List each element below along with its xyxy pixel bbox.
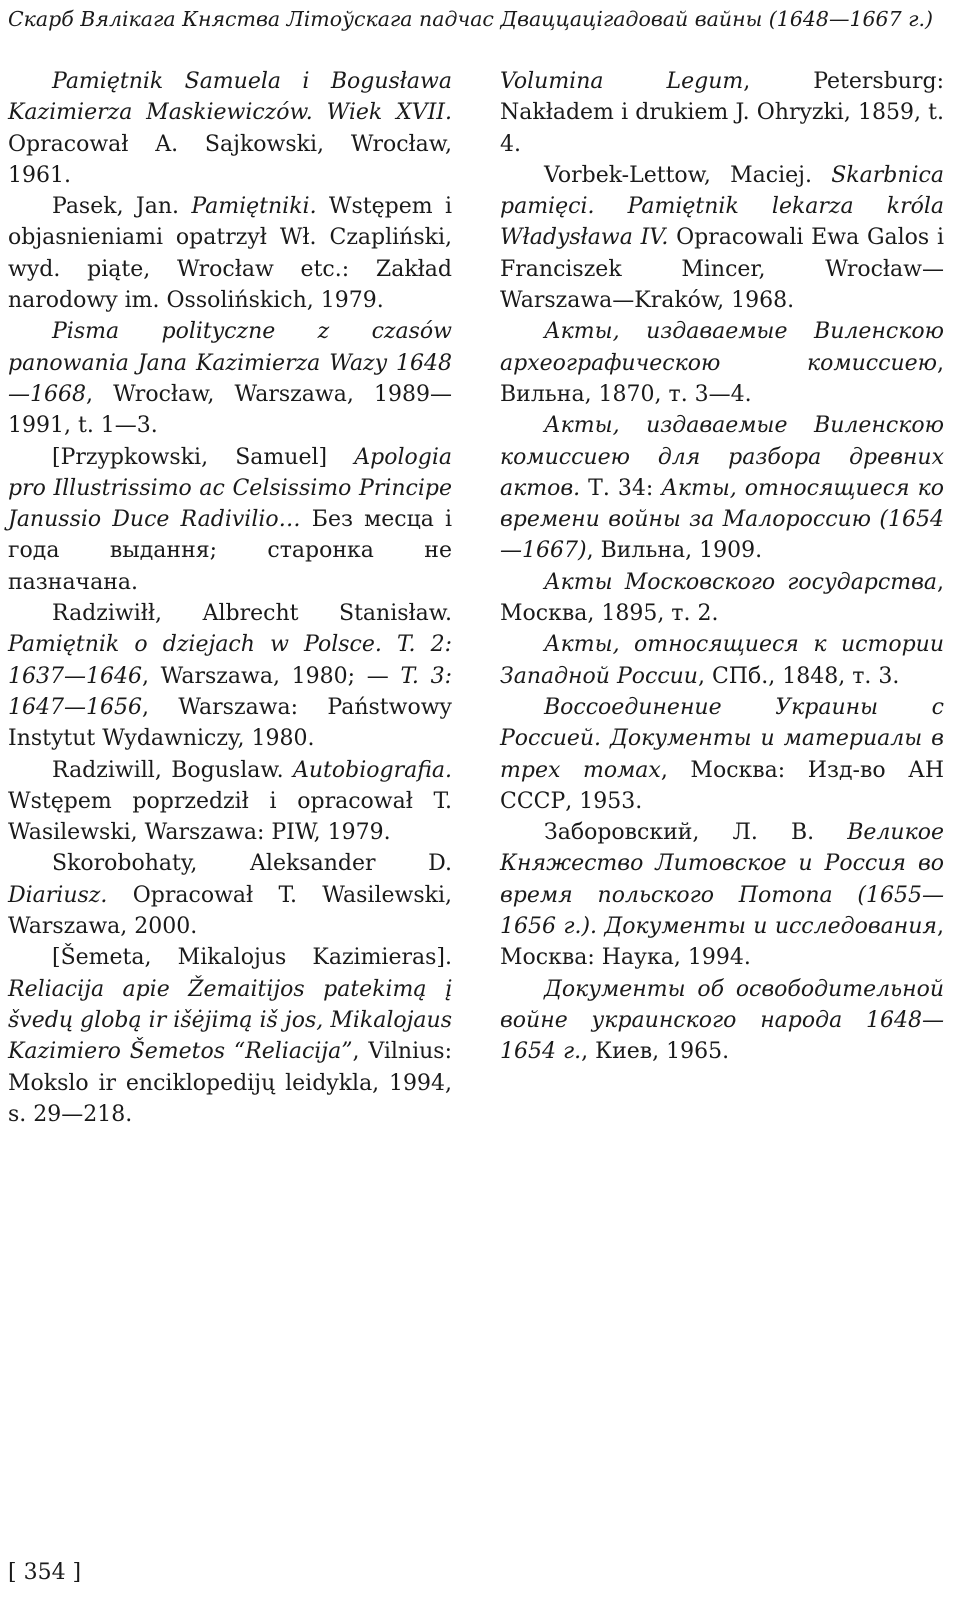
entry-title-text: Reliacija apie Žemaitijos patekimą į švedų globą ir išėjimą iš jos, Mikalojaus Kazimiero Šemetos “Reliacija” xyxy=(8,976,452,1065)
entry-title-text: Pamiętnik o dziejach w Polsce. T. 2: 1637—1646 xyxy=(8,632,452,689)
entry-title-text: Акты, относящиеся к истории Западной России xyxy=(500,632,944,689)
bibliography-entry xyxy=(500,629,944,692)
bibliography-entry xyxy=(8,191,452,316)
entry-text: Заборовский, Л. В. xyxy=(544,820,848,846)
entry-text: , Warszawa: Państwowy Instytut Wydawniczy, 1980. xyxy=(8,694,452,752)
bibliography-entry xyxy=(500,817,944,973)
entry-text: Radziwill, Boguslaw. xyxy=(52,757,293,783)
entry-text: Skorobohaty, Aleksander D. xyxy=(52,851,452,877)
entry-text: Opracował T. Wasilewski, Warszawa, 2000. xyxy=(8,882,452,940)
entry-title-text: Великое Княжество Литовское и Россия во время польского Потопа (1655—1656 г.). Документы и исследования xyxy=(500,820,944,940)
bibliography-column-left xyxy=(8,66,452,1130)
bibliography-entry xyxy=(500,974,944,1068)
bibliography-entry xyxy=(8,848,452,942)
entry-text: , Москва: Изд-во АН СССР, 1953. xyxy=(500,757,945,814)
bibliography-entry xyxy=(500,160,944,316)
entry-text: , Вильна, 1870, т. 3—4. xyxy=(500,350,944,407)
entry-text: , Warszawa, 1980; — xyxy=(141,663,401,689)
entry-title-text: Воссоединение Украины с Россией. Документы и материалы в трех томах xyxy=(500,694,944,783)
bibliography-entry xyxy=(8,66,452,191)
bibliography-entry xyxy=(500,410,944,566)
entry-text: , Москва, 1895, т. 2. xyxy=(500,569,944,627)
entry-text: , Киев, 1965. xyxy=(581,1039,730,1065)
entry-text: Opracował A. Sajkowski, Wrocław, 1961. xyxy=(8,131,452,188)
entry-text: [Przypkowski, Samuel] xyxy=(52,444,355,470)
entry-title-text: Pisma polityczne z czasów panowania Jana Kazimierza Wazy 1648—1668 xyxy=(8,319,452,407)
bibliography-entry xyxy=(8,598,452,754)
entry-text: Wstępem i objasnieniami opatrzył Wł. Czapliński, wyd. piąte, Wrocław etc.: Zakład narodowy im. Ossolińskich, 1979. xyxy=(8,194,452,314)
entry-title-text: Акты Московского государства xyxy=(544,569,937,595)
entry-title-text: Diariusz. xyxy=(8,882,108,908)
entry-title-text: Акты, издаваемые Виленскою комиссиею для разбора древних актов. xyxy=(500,413,944,501)
entry-title-text: Акты, издаваемые Виленскою археографическою комиссиею xyxy=(500,319,944,376)
entry-title-text: Autobiografia. xyxy=(292,757,452,783)
entry-title-text: Pamiętnik Samuela i Bogusława Kazimierza Maskiewiczów. Wiek XVII. xyxy=(8,69,452,126)
bibliography-entry xyxy=(8,942,452,1130)
bibliography-entry xyxy=(500,692,944,817)
entry-text: , Вильна, 1909. xyxy=(586,538,763,564)
entry-text: Pasek, Jan. xyxy=(52,194,192,220)
entry-text: Radziwiłł, Albrecht Stanisław. xyxy=(52,601,452,627)
entry-text: , Vilnius: Mokslo ir enciklopedijų leidykla, 1994, s. 29—218. xyxy=(8,1039,452,1127)
entry-text: Vorbek-Lettow, Maciej. xyxy=(544,162,832,188)
entry-text: , Wrocław, Warszawa, 1989—1991, t. 1—3. xyxy=(8,381,452,439)
entry-title-text: Skarbnica pamięci. Pamiętnik lekarza króla Władysława IV. xyxy=(500,162,944,251)
page-number: [ 354 ] xyxy=(8,1560,82,1585)
bibliography-entry xyxy=(8,316,452,441)
bibliography-entry xyxy=(500,66,944,160)
entry-text: , СПб., 1848, т. 3. xyxy=(697,663,900,689)
bibliography-entry xyxy=(8,442,452,598)
running-header: Скарб Вялікага Княства Літоўскага падчас Дваццацігадовай вайны (1648—1667 г.) xyxy=(8,7,934,31)
entry-title-text: Акты, относящиеся ко времени войны за Малороссию (1654—1667) xyxy=(500,475,944,564)
bibliography-entry xyxy=(500,567,944,630)
entry-title-text: T. 3: 1647—1656 xyxy=(8,663,452,720)
entry-title-text: Volumina Legum xyxy=(500,69,744,94)
bibliography-column-right xyxy=(500,66,944,1068)
entry-text: Без месца і года выдання; старонка не пазначана. xyxy=(8,507,453,595)
bibliography-entry xyxy=(8,755,452,849)
entry-text: , Москва: Наука, 1994. xyxy=(500,914,944,971)
entry-text: , Petersburg: Nakładem i drukiem J. Ohryzki, 1859, t. 4. xyxy=(500,69,944,157)
entry-title-text: Apologia pro Illustrissimo ac Celsissimo Principe Janussio Duce Radivilio… xyxy=(8,444,452,533)
entry-text: [Šemeta, Mikalojus Kazimieras]. xyxy=(52,945,452,971)
entry-text: Wstępem poprzedził i opracował T. Wasilewski, Warszawa: PIW, 1979. xyxy=(8,788,452,846)
entry-title-text: Pamiętniki. xyxy=(191,194,317,220)
bibliography-entry xyxy=(500,316,944,410)
entry-text: Opracowali Ewa Galos i Franciszek Mincer, Wrocław—Warszawa—Kraków, 1968. xyxy=(500,225,944,314)
entry-text: Т. 34: xyxy=(580,475,662,501)
entry-title-text: Документы об освободительной войне украинского народа 1648—1654 г. xyxy=(500,976,944,1065)
